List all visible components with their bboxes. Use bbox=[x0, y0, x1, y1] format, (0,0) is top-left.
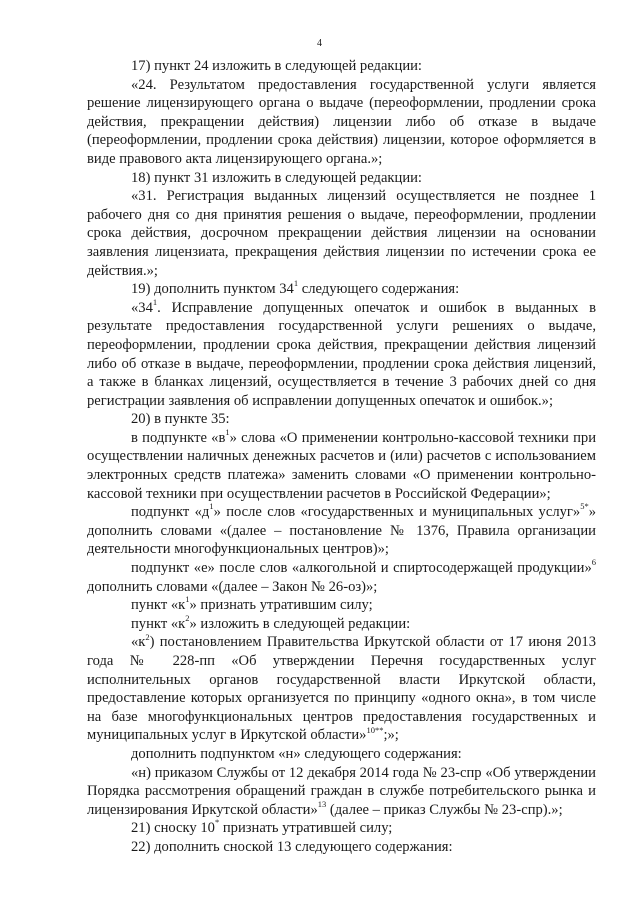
text-run: в подпункте «в bbox=[131, 429, 226, 446]
superscript: 1 bbox=[152, 296, 158, 307]
text-run: » изложить в следующей редакции: bbox=[189, 615, 411, 632]
text-run: » после слов «государственных и муниципальных услуг» bbox=[213, 504, 581, 521]
paragraph bbox=[87, 612, 596, 634]
paragraph bbox=[87, 503, 596, 559]
text-run: дополнить подпунктом «н» следующего содержания: bbox=[131, 745, 462, 762]
paragraph bbox=[87, 410, 596, 429]
text-run: «34 bbox=[131, 299, 153, 316]
text-run: признать утратившей силу; bbox=[219, 820, 393, 837]
paragraph bbox=[87, 633, 596, 745]
text-run: . Исправление допущенных опечаток и ошибок в выданных в результате предоставления государственной услуги решениях о выдаче, переоформлении, продлении срока действия, прекращении действия лицензий либо об отказе в выдаче, переоформлении, продлении срока действия лицензий, а также в бланках лицензий, осуществляется в течение 3 рабочих дней со дня регистрации заявления об исправлении допущенных опечаток и ошибок.»; bbox=[87, 299, 596, 409]
text-run: «к bbox=[131, 634, 146, 651]
superscript: 2 bbox=[145, 631, 150, 642]
text-run: 19) дополнить пунктом 34 bbox=[131, 281, 294, 298]
paragraph bbox=[87, 596, 596, 615]
superscript: * bbox=[214, 817, 220, 828]
text-run: 22) дополнить сноской 13 следующего содержания: bbox=[131, 838, 453, 855]
superscript: 1 bbox=[209, 501, 214, 512]
paragraph bbox=[87, 280, 596, 299]
superscript: 2 bbox=[185, 612, 190, 623]
paragraph bbox=[87, 745, 596, 764]
paragraph bbox=[87, 838, 596, 857]
text-run: «н) приказом Службы от 12 декабря 2014 года № 23-спр «Об утверждении Порядка рассмотрения обращений граждан в службе потребительского рынка и лицензирования Иркутской области» bbox=[87, 764, 596, 818]
superscript: 6 bbox=[591, 557, 596, 568]
text-run: ;»; bbox=[383, 727, 399, 744]
document-body bbox=[87, 57, 596, 857]
paragraph bbox=[87, 57, 596, 76]
paragraph bbox=[87, 429, 596, 503]
text-run: (далее – приказ Службы № 23-спр).»; bbox=[326, 801, 563, 818]
paragraph bbox=[87, 296, 596, 411]
text-run: «24. Результатом предоставления государственной услуги является решение лицензирующего органа о выдаче (переоформлении, продлении срока действия, прекращении действия) лицензии либо об отказе в выдаче (переоформлении, продлении срока действия) лицензии, которое оформляется в виде правового акта лицензирующего органа.»; bbox=[87, 76, 596, 167]
superscript: 13 bbox=[317, 798, 327, 809]
superscript: 10** bbox=[366, 724, 384, 735]
text-run: ) постановлением Правительства Иркутской области от 17 июня 2013 года № 228-пп «Об утверждении Перечня государственных услуг исполнительных органов государственной власти Иркутской области, предоставление которых организуется по принципу «одного окна», в том числе на базе многофункциональных центров предоставления государственных и муниципальных услуг в Иркутской области» bbox=[87, 634, 596, 744]
text-run: подпункт «д bbox=[131, 504, 210, 521]
superscript: 1 bbox=[185, 594, 190, 605]
text-run: » слова «О применении контрольно-кассовой техники при осуществлении наличных денежных расчетов и (или) расчетов с использованием электронных средств платежа» заменить словами «О применении контрольно-кассовой техники при осуществлении расчетов в Российской Федерации»; bbox=[87, 429, 597, 502]
text-run: подпункт «е» после слов «алкогольной и спиртосодержащей продукции» bbox=[131, 560, 592, 577]
text-run: » признать утратившим силу; bbox=[189, 597, 373, 614]
paragraph bbox=[87, 169, 596, 188]
paragraph bbox=[87, 187, 596, 280]
text-run: пункт «к bbox=[131, 615, 186, 632]
text-run: дополнить словами «(далее – Закон № 26-оз)»; bbox=[87, 578, 378, 595]
text-run: «31. Регистрация выданных лицензий осуществляется не позднее 1 рабочего дня со дня принятия решения о выдаче, переоформлении, продлении срока действия, досрочном прекращении действия лицензии на основании заявления лицензиата, прекращения действия лицензии по истечении срока ее действия.»; bbox=[87, 188, 596, 279]
text-run: 20) в пункте 35: bbox=[131, 411, 230, 428]
paragraph bbox=[87, 559, 596, 596]
text-run: 17) пункт 24 изложить в следующей редакции: bbox=[131, 58, 422, 74]
text-run: 21) сноску 10 bbox=[131, 820, 215, 837]
paragraph bbox=[87, 819, 596, 838]
page-number: 4 bbox=[317, 38, 322, 49]
superscript: 1 bbox=[225, 427, 230, 438]
superscript: 5* bbox=[580, 501, 589, 512]
text-run: следующего содержания: bbox=[298, 281, 460, 298]
text-run: 18) пункт 31 изложить в следующей редакции: bbox=[131, 169, 422, 186]
text-run: » дополнить словами «(далее – постановление № 1376, Правила организации деятельности многофункциональных центров)»; bbox=[87, 504, 596, 558]
paragraph bbox=[87, 76, 596, 169]
paragraph bbox=[87, 764, 596, 820]
superscript: 1 bbox=[293, 278, 299, 289]
text-run: пункт «к bbox=[131, 597, 186, 614]
